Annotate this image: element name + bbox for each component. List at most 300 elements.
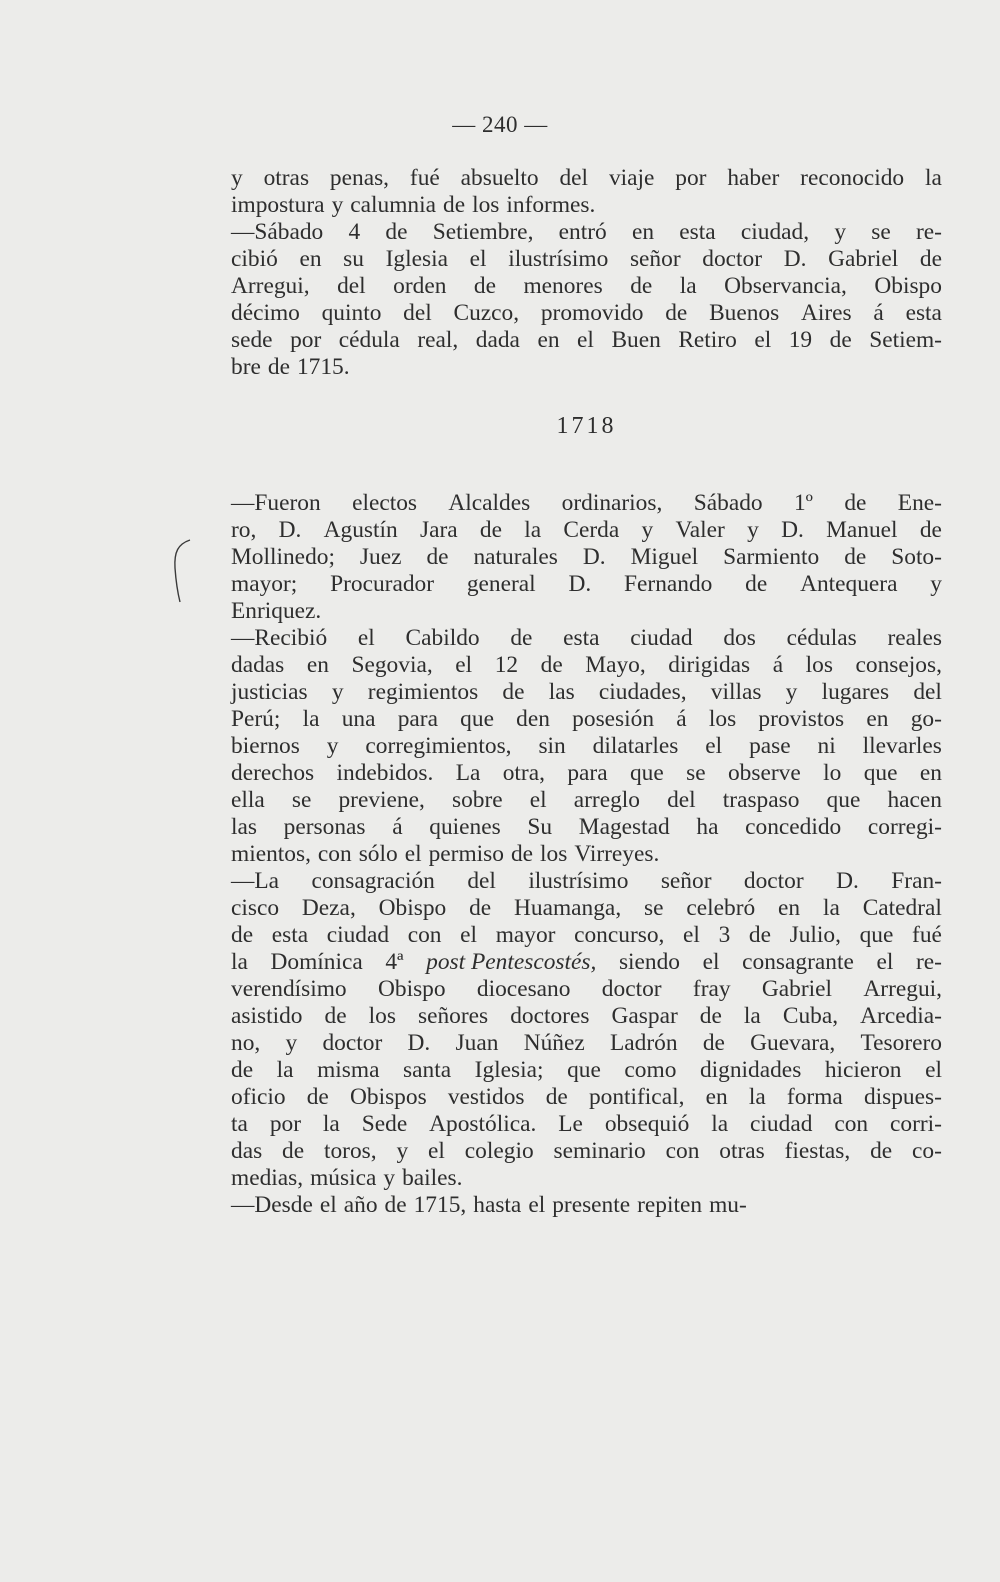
word: D. (781, 517, 804, 543)
word: Miguel (630, 544, 699, 570)
word: dirigidas (668, 652, 751, 678)
word: ciudad (750, 1111, 813, 1137)
word: de (469, 895, 492, 921)
word: la (322, 1111, 340, 1137)
word: indebidos. (336, 760, 434, 786)
word: del (913, 679, 942, 705)
word: con (834, 1111, 869, 1137)
word: promovido (540, 300, 644, 326)
word: Juez (359, 544, 402, 570)
word: y (383, 1165, 396, 1191)
word: que (863, 760, 898, 786)
word: de (426, 544, 449, 570)
word: en (705, 1084, 728, 1110)
text-line (231, 787, 942, 814)
word: en (778, 895, 801, 921)
word: del (403, 300, 432, 326)
word: Cuzco, (453, 300, 520, 326)
text-line (231, 868, 942, 895)
word: 3 (718, 922, 731, 948)
text-line (231, 841, 942, 868)
word: mientos, (231, 841, 311, 867)
word: dadas (231, 652, 285, 678)
word: doctor (601, 976, 662, 1002)
word: á (392, 814, 403, 840)
word: Manuel (826, 517, 898, 543)
word: sede (231, 327, 273, 353)
word: dilatarles (592, 733, 679, 759)
word: Ladrón (610, 1030, 678, 1056)
word: Setiem- (869, 327, 942, 353)
word: el (925, 1057, 942, 1083)
word: su (343, 246, 364, 272)
word: bre (231, 354, 261, 380)
word: —Sábado (231, 219, 324, 245)
word: dignidades (699, 1057, 802, 1083)
text-line (231, 976, 942, 1003)
word: medias, (231, 1165, 304, 1191)
word: que (629, 760, 664, 786)
word: hicieron (824, 1057, 902, 1083)
word: que (567, 1057, 601, 1083)
word: 1715, (413, 1192, 467, 1218)
word: se (686, 760, 706, 786)
word: y (331, 192, 344, 218)
text-line (231, 1030, 942, 1057)
word: y (331, 679, 344, 705)
word: quinto (321, 300, 382, 326)
word: de (306, 1084, 329, 1110)
word: del (667, 787, 696, 813)
word: para (567, 760, 608, 786)
word: ha (696, 814, 719, 840)
word: en (866, 706, 889, 732)
word: Enriquez. (231, 598, 322, 624)
word: el (702, 949, 720, 975)
word: seminario (553, 1138, 646, 1164)
word: Núñez (523, 1030, 585, 1056)
word: de (231, 922, 254, 948)
word: villas (710, 679, 762, 705)
text-line (231, 1084, 942, 1111)
word: el (754, 327, 772, 353)
word: con (665, 1138, 700, 1164)
text-line (231, 1192, 942, 1219)
word: derechos (231, 760, 315, 786)
text-line (231, 544, 942, 571)
year-heading: 1718 (556, 413, 617, 439)
word: de (473, 273, 496, 299)
word: re- (915, 949, 942, 975)
word: los (540, 841, 568, 867)
word: Sede (361, 1111, 408, 1137)
word: el (357, 625, 375, 651)
word: Segovia, (351, 652, 433, 678)
word: de (665, 300, 688, 326)
word: de (545, 1084, 568, 1110)
word: Cerda (563, 517, 620, 543)
word: toros, (323, 1138, 377, 1164)
word: Retiro (678, 327, 737, 353)
word: se (871, 219, 891, 245)
word: general (466, 571, 536, 597)
text-line (231, 219, 942, 246)
word: Valer (675, 517, 725, 543)
word: Sarmiento (723, 544, 820, 570)
word: doctor (743, 868, 804, 894)
word: que (826, 787, 861, 813)
word: esta (271, 922, 309, 948)
word: la (302, 706, 320, 732)
word: Cuba, (782, 1003, 839, 1029)
word: entró (558, 219, 607, 245)
word: fué (409, 165, 440, 191)
word: de (844, 544, 867, 570)
word: Alcaldes (448, 490, 531, 516)
word: Arcedia- (860, 1003, 942, 1029)
word: D. (407, 1030, 431, 1056)
word: reconocido (800, 165, 905, 191)
word: Domínica (270, 949, 363, 975)
word: del (337, 273, 366, 299)
word: forma (786, 1084, 843, 1110)
word: y (231, 165, 243, 191)
word: en (299, 246, 322, 272)
word: dispues- (863, 1084, 942, 1110)
paragraph-arrival-bishop (231, 219, 942, 381)
word: la (524, 517, 542, 543)
word: el (460, 922, 478, 948)
word: posesión (572, 706, 655, 732)
word: y (396, 1138, 409, 1164)
word: otra, (502, 760, 545, 786)
paragraph-continuation (231, 165, 942, 219)
word: colegio (464, 1138, 534, 1164)
word: en (919, 760, 942, 786)
word: que (460, 706, 494, 732)
word: sólo (358, 841, 398, 867)
word: Su (527, 814, 553, 840)
word: pase (749, 733, 791, 759)
word: mayor (495, 922, 556, 948)
word: Huamanga, (514, 895, 622, 921)
word: —Fueron (231, 490, 321, 516)
word: mayor; (231, 571, 298, 597)
word: con (407, 922, 442, 948)
word: la (743, 1003, 761, 1029)
word: —Desde (231, 1192, 313, 1218)
word: Iglesia; (474, 1057, 544, 1083)
word: de (870, 1138, 893, 1164)
word: esta (679, 219, 716, 245)
word: con (317, 841, 352, 867)
word: —La (231, 868, 280, 894)
word: de (540, 652, 563, 678)
word: en (306, 652, 329, 678)
word: la (748, 1084, 766, 1110)
word: Virreyes. (574, 841, 660, 867)
word: viaje (608, 165, 655, 191)
word: Fernando (624, 571, 713, 597)
word: lo (823, 760, 842, 786)
text-line (231, 192, 942, 219)
text-line (231, 165, 942, 192)
word: Le (558, 1111, 583, 1137)
word: D. (278, 517, 302, 543)
word: go- (910, 706, 942, 732)
word: ciudad (630, 625, 693, 651)
word: la (711, 1111, 729, 1137)
word: señores (418, 1003, 489, 1029)
word: oficio (231, 1084, 286, 1110)
word: Deza, (301, 895, 356, 921)
word: Obispos (349, 1084, 427, 1110)
word: como (624, 1057, 677, 1083)
word: el (469, 246, 487, 272)
word: de (630, 273, 653, 299)
word: reales (887, 625, 942, 651)
word: quienes (429, 814, 501, 840)
word: llevarles (862, 733, 942, 759)
word: cédula (338, 327, 400, 353)
word: 4ª (385, 949, 404, 975)
word: ilustrísimo (528, 868, 629, 894)
word: Observancia, (724, 273, 847, 299)
word: re- (915, 219, 942, 245)
word: repiten (637, 1192, 703, 1218)
word: obsequió (604, 1111, 690, 1137)
word: para (397, 706, 438, 732)
word: Aires (801, 300, 852, 326)
word: permiso (428, 841, 504, 867)
word: Mollinedo; (231, 544, 335, 570)
word: de (829, 327, 852, 353)
word: mu- (709, 1192, 747, 1218)
word: que (859, 922, 894, 948)
word: cisco (231, 895, 280, 921)
word: de (502, 679, 525, 705)
word: por (269, 1111, 301, 1137)
word: de (748, 922, 771, 948)
word: en (631, 219, 655, 245)
word: Juan (455, 1030, 499, 1056)
word: das (231, 1138, 263, 1164)
word: décimo (231, 300, 300, 326)
word: de (385, 219, 408, 245)
word: dada (475, 327, 520, 353)
word: electos (352, 490, 418, 516)
word: corregi- (867, 814, 942, 840)
word: Apostólica. (429, 1111, 537, 1137)
word: biernos (231, 733, 300, 759)
word: Obispo (378, 895, 447, 921)
word: Soto- (891, 544, 942, 570)
word: una (341, 706, 376, 732)
text-line (231, 354, 942, 381)
word: ta (231, 1111, 248, 1137)
word: de (324, 1003, 347, 1029)
word: y (785, 679, 798, 705)
word: el (528, 1192, 546, 1218)
word: de (267, 354, 290, 380)
word: Buen (611, 327, 661, 353)
word: Magestad (578, 814, 670, 840)
word: D. (582, 544, 606, 570)
text-line (231, 1057, 942, 1084)
word: Mayo, (585, 652, 646, 678)
word: verendísimo (231, 976, 347, 1002)
word: el (455, 652, 473, 678)
word: señor (660, 868, 712, 894)
word: cédulas (786, 625, 857, 651)
word: consagración (311, 868, 435, 894)
word: á (676, 706, 687, 732)
word: otras (263, 165, 310, 191)
word: y (641, 517, 654, 543)
word: de (282, 1138, 305, 1164)
text-line (231, 652, 942, 679)
word: se (291, 787, 312, 813)
word: sobre (451, 787, 503, 813)
word: informes. (506, 192, 596, 218)
word: haber (727, 165, 780, 191)
word: el (705, 733, 723, 759)
text-line (231, 327, 942, 354)
word: á (772, 652, 784, 678)
word: corri- (890, 1111, 942, 1137)
word: el (683, 922, 700, 948)
word: y (834, 219, 847, 245)
text-line (231, 733, 942, 760)
word: del (467, 868, 496, 894)
word: otras (719, 1138, 765, 1164)
word: Sábado (693, 490, 763, 516)
word: á (873, 300, 884, 326)
word: absuelto (460, 165, 539, 191)
word: D. (783, 246, 807, 272)
word: pontifical, (588, 1084, 685, 1110)
word: penas, (329, 165, 390, 191)
word: lugares (821, 679, 890, 705)
word: Procurador (330, 571, 434, 597)
word: impostura (231, 192, 325, 218)
word: consejos, (855, 652, 942, 678)
word: los (368, 1003, 396, 1029)
word: por (290, 327, 322, 353)
paragraph-cedulas (231, 625, 942, 868)
word: ro, (231, 517, 257, 543)
word: la (822, 895, 840, 921)
word: —Recibió (231, 625, 328, 651)
word: de (702, 1030, 725, 1056)
word: Perú; (231, 706, 281, 732)
word: orden (393, 273, 447, 299)
word: D. (836, 868, 859, 894)
word: Tesorero (860, 1030, 942, 1056)
word: ciudad, (740, 219, 810, 245)
word: de (745, 571, 768, 597)
word: de (919, 517, 942, 543)
word: bailes. (402, 1165, 463, 1191)
word: de (699, 1003, 722, 1029)
word: Gabriel (761, 976, 833, 1002)
word: provistos (758, 706, 845, 732)
word: La (455, 760, 481, 786)
text-line (231, 922, 942, 949)
word: el (428, 1138, 445, 1164)
word: el (577, 327, 594, 353)
word: año (343, 1192, 378, 1218)
text-line (231, 679, 942, 706)
word: el (404, 841, 422, 867)
word: Arregui, (231, 273, 310, 299)
word: D. (568, 571, 592, 597)
word: ciudades, (598, 679, 687, 705)
word: por (675, 165, 707, 191)
word: no, (231, 1030, 261, 1056)
text-line (231, 490, 942, 517)
word: menores (523, 273, 603, 299)
word: arreglo (573, 787, 640, 813)
text-line (231, 1138, 942, 1165)
word: los (472, 192, 500, 218)
word: señor (629, 246, 681, 272)
word: y (285, 1030, 298, 1056)
paragraph-consagracion (231, 868, 942, 1192)
word: de (510, 841, 534, 867)
word: observe (727, 760, 801, 786)
word: los (805, 652, 833, 678)
text-line (231, 1165, 942, 1192)
word: co- (912, 1138, 942, 1164)
word: la (679, 273, 697, 299)
word: Gaspar (611, 1003, 678, 1029)
word: consagrante (742, 949, 854, 975)
word: cibió (231, 246, 278, 272)
word: diocesano (476, 976, 571, 1002)
word: fué (912, 922, 942, 948)
word: ella (231, 787, 265, 813)
word: ilustrísimo (508, 246, 609, 272)
word: la (924, 165, 942, 191)
text-line (231, 949, 942, 976)
word: de (384, 1192, 407, 1218)
word: misma (317, 1057, 380, 1083)
word: doctor (322, 1030, 383, 1056)
word: ordinarios, (561, 490, 663, 516)
text-line (231, 571, 942, 598)
word: Guevara, (750, 1030, 836, 1056)
word: de (231, 1057, 254, 1083)
word: Buenos (709, 300, 780, 326)
word: Agustín (323, 517, 398, 543)
word: celebró (686, 895, 756, 921)
word: Arregui, (863, 976, 942, 1002)
word: concurso, (574, 922, 665, 948)
word: 1º (793, 490, 813, 516)
word: hacen (887, 787, 942, 813)
word: las (231, 814, 257, 840)
word: 1715. (296, 354, 350, 380)
word: fiestas, (784, 1138, 851, 1164)
paragraph-desde-1715 (231, 1192, 942, 1219)
word: fray (692, 976, 731, 1002)
word: de (510, 625, 533, 651)
text-line (231, 300, 942, 327)
word: Obispo (377, 976, 446, 1002)
word: del (559, 165, 589, 191)
text-line (231, 625, 942, 652)
